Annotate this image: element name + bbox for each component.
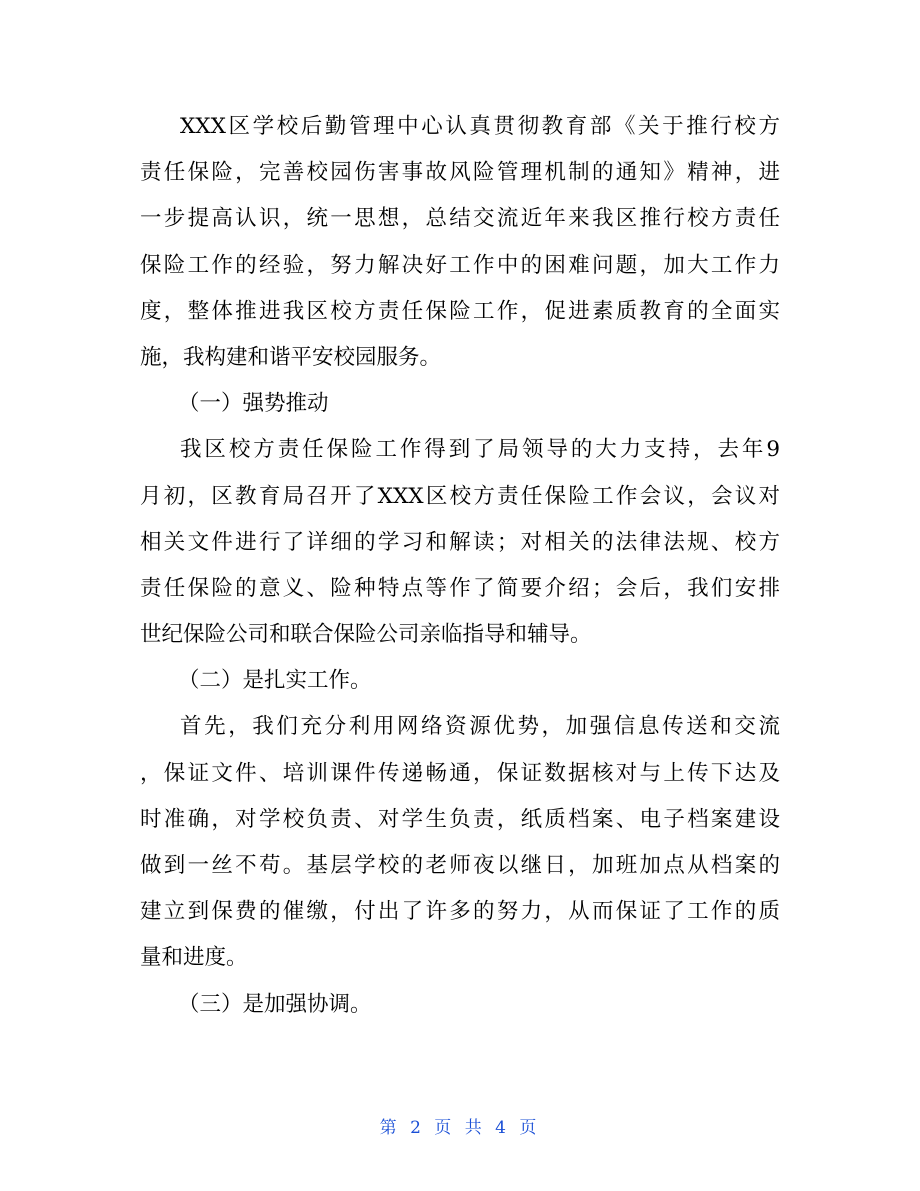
section-heading: （三）是加强协调。	[178, 991, 372, 1017]
text-line: 量和进度。	[140, 945, 248, 971]
section-heading: （一）强势推动	[178, 391, 329, 417]
text-line: 度，整体推进我区校方责任保险工作，促进素质教育的全面实	[140, 298, 780, 324]
text-line: 一步提高认识，统一思想，总结交流近年来我区推行校方责任	[140, 206, 780, 232]
page-number-footer: 第 2 页 共 4 页	[379, 1118, 541, 1138]
text-line: 时准确，对学校负责、对学生负责，纸质档案、电子档案建设	[140, 806, 780, 832]
text-line: 相关文件进行了详细的学习和解读；对相关的法律法规、校方	[140, 529, 780, 555]
text-line: 月初，区教育局召开了XXX区校方责任保险工作会议，会议对	[140, 483, 780, 509]
text-line: 建立到保费的催缴，付出了许多的努力，从而保证了工作的质	[140, 899, 780, 925]
section-heading: （二）是扎实工作。	[178, 668, 372, 694]
text-line: 施，我构建和谐平安校园服务。	[140, 344, 442, 370]
text-line: 保险工作的经验，努力解决好工作中的困难问题，加大工作力	[140, 252, 780, 278]
document-body	[140, 104, 780, 1028]
text-line: ，保证文件、培训课件传递畅通，保证数据核对与上传下达及	[140, 760, 780, 786]
text-line: XXX区学校后勤管理中心认真贯彻教育部《关于推行校方	[180, 114, 780, 139]
text-line: 首先，我们充分利用网络资源优势，加强信息传送和交流	[180, 714, 780, 740]
text-line: 做到一丝不苟。基层学校的老师夜以继日，加班加点从档案的	[140, 853, 780, 878]
text-line: 责任保险的意义、险种特点等作了简要介绍；会后，我们安排	[140, 575, 780, 601]
text-line: 世纪保险公司和联合保险公司亲临指导和辅导。	[140, 622, 592, 648]
text-line: 我区校方责任保险工作得到了局领导的大力支持，去年9	[180, 437, 780, 463]
text-line: 责任保险，完善校园伤害事故风险管理机制的通知》精神，进	[140, 160, 780, 186]
